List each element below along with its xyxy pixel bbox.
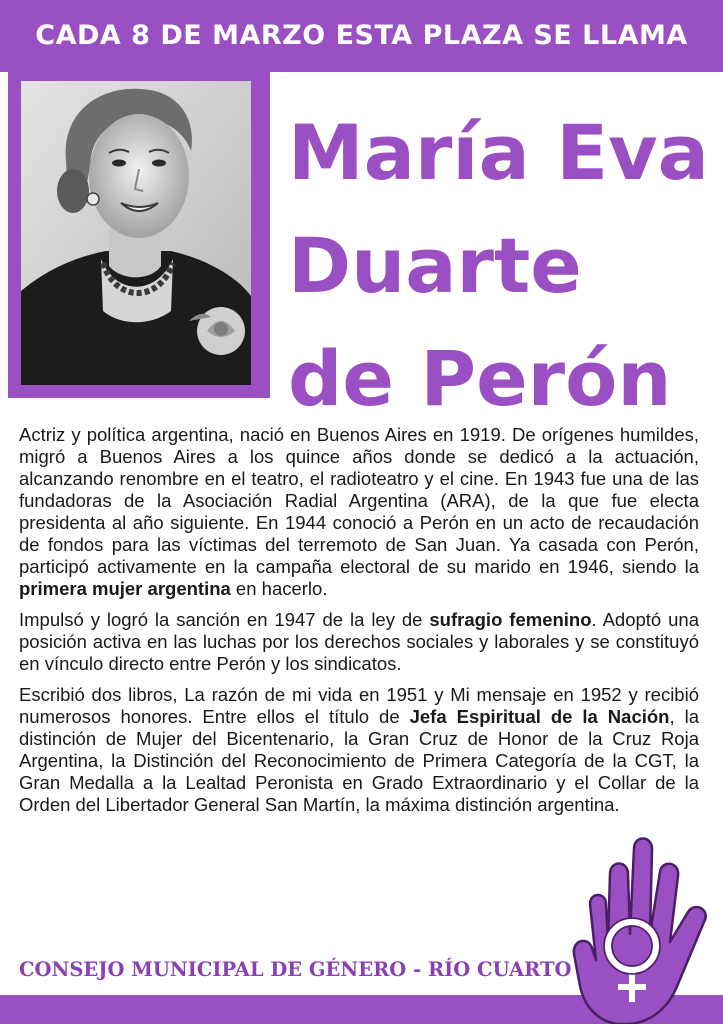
biography-paragraph-3 [19, 684, 699, 816]
biography-paragraph-2 [19, 609, 699, 675]
portrait-photo [21, 81, 251, 385]
name-line-2: Duarte [288, 221, 582, 310]
portrait-illustration [21, 81, 251, 385]
hand-with-female-symbol-icon [548, 834, 713, 1024]
emphasis-text: Jefa Espiritual de la Nación [409, 706, 670, 727]
paragraph-text: Impulsó y logró la sanción en 1947 de la ley de [19, 609, 430, 630]
paragraph-text: . Adoptó una posición activa en las luchas por los derechos sociales y laborales y se constituyó en vínculo directo entre Perón y los sindicatos. [19, 609, 699, 674]
banner-title: CADA 8 DE MARZO ESTA PLAZA SE LLAMA [35, 20, 688, 51]
emphasis-text: sufragio femenino [429, 609, 592, 630]
portrait-frame [8, 72, 270, 398]
name-line-3: de Perón [288, 334, 672, 423]
paragraph-text: Escribió dos libros, La razón de mi vida en 1951 y Mi mensaje en 1952 y recibió numerosos honores. Entre ellos el título de [19, 684, 699, 727]
emphasis-text: primera mujer argentina [19, 578, 231, 599]
paragraph-text: Actriz y política argentina, nació en Buenos Aires en 1919. De orígenes humildes, migró a Buenos Aires a los quince años donde se dedicó a la actuación, alcanzando renombre en el teatro, el radioteatro y el cine. En 1943 fue una de las fundadoras de la Asociación Radial Argentina (ARA), de la que fue electa presidenta al año siguiente. En 1944 conoció a Perón en un acto de recaudación de fondos para las víctimas del terremoto de San Juan. Ya casada con Perón, participó activamente en la campaña electoral de su marido en 1946, siendo la [19, 424, 699, 577]
organization-name: CONSEJO MUNICIPAL DE GÉNERO - RÍO CUARTO [19, 958, 572, 981]
name-line-1: María Eva [288, 108, 709, 197]
biography [19, 424, 699, 825]
biography-paragraph-1 [19, 424, 699, 600]
honoree-name [288, 96, 718, 435]
paragraph-text: en hacerlo. [230, 578, 328, 599]
paragraph-text: , la distinción de Mujer del Bicentenario, la Gran Cruz de Honor de la Cruz Roja Argentina, la Distinción del Reconocimiento de Primera Categoría de la CGT, la Gran Medalla a la Lealtad Peronista en Grado Extraordinario y el Collar de la Orden del Libertador General San Martín, la máxima distinción argentina. [19, 706, 699, 815]
